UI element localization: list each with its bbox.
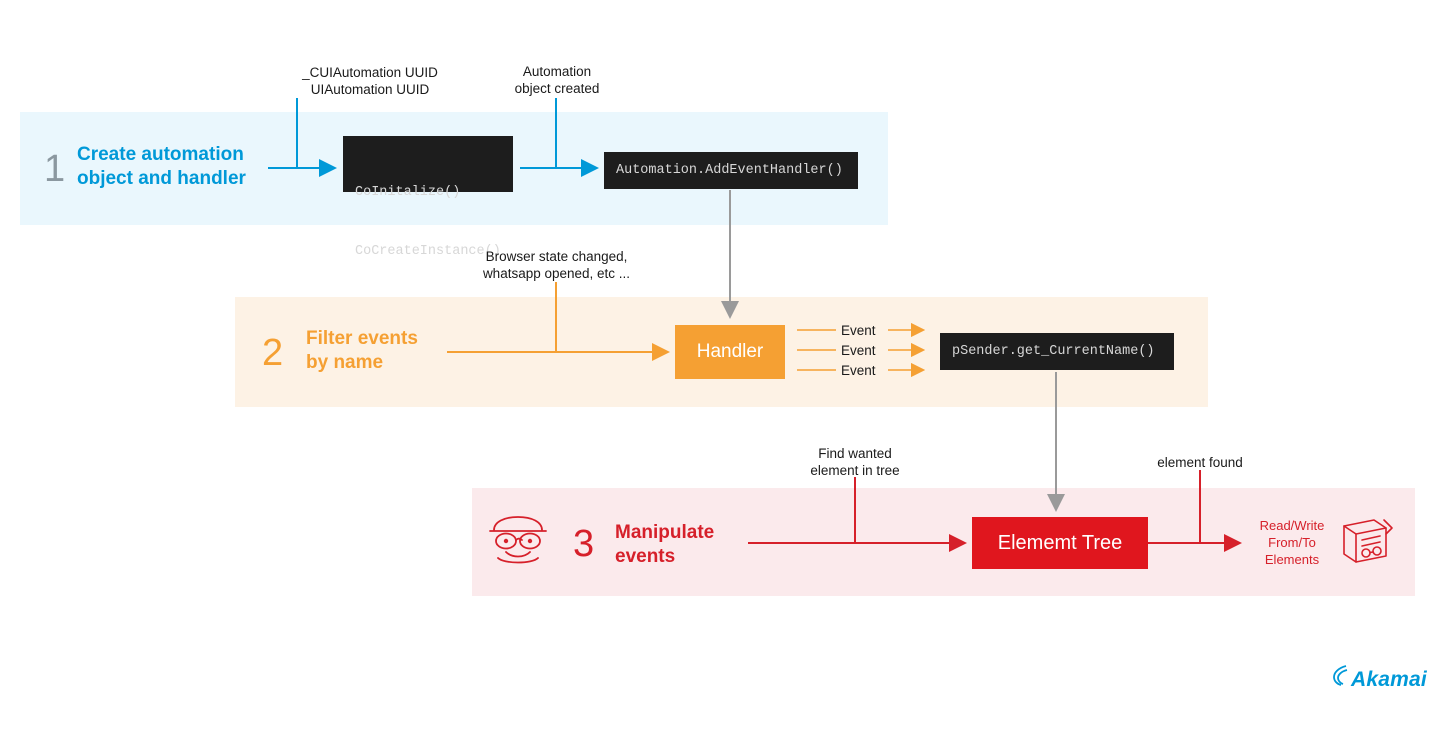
step-3-title-line2: events bbox=[615, 546, 676, 568]
step-1-title-line1: Create automation bbox=[77, 144, 244, 165]
step-2-note-1-line1: Browser state changed, bbox=[485, 249, 628, 264]
element-tree-box bbox=[972, 517, 1148, 569]
step-1-note-1-line2: UIAutomation UUID bbox=[310, 82, 430, 98]
read-write-line2: From/To bbox=[1268, 534, 1316, 550]
step-1-title-line2: object and handler bbox=[77, 168, 246, 190]
akamai-logo bbox=[1332, 664, 1427, 692]
element-tree-label: Elememt Tree bbox=[997, 531, 1123, 554]
step-2-note-1 bbox=[440, 248, 673, 283]
event-label-2: Event bbox=[841, 343, 876, 358]
step-1-number: 1 bbox=[44, 148, 66, 190]
read-write-line3: Elements bbox=[1264, 551, 1320, 567]
step-2-note-1-line2: whatsapp opened, etc ... bbox=[482, 266, 631, 282]
step-3-title-line1: Manipulate bbox=[615, 522, 715, 543]
step-2-code-box-text: pSender.get_CurrentName() bbox=[952, 343, 1155, 359]
step-1-code-box-2 bbox=[604, 152, 858, 189]
step-1-note-1-line1: _CUIAutomation UUID bbox=[302, 65, 438, 80]
step-2-title bbox=[306, 327, 526, 376]
step-3-note-1-line1: Find wanted bbox=[818, 446, 892, 461]
akamai-wave-icon bbox=[1332, 664, 1350, 692]
step-3-note-1-line2: element in tree bbox=[810, 463, 900, 479]
akamai-wordmark: Akamai bbox=[1351, 668, 1427, 691]
handler-box bbox=[675, 325, 785, 379]
event-label-1: Event bbox=[841, 323, 876, 338]
handler-label: Handler bbox=[696, 341, 764, 362]
step-3-note-2-line1: element found bbox=[1157, 455, 1243, 470]
step-1-note-2-line-a: Automation bbox=[522, 64, 592, 79]
event-label-3: Event bbox=[841, 363, 876, 378]
step-2-code-box bbox=[940, 333, 1174, 370]
step-1-code-box-1 bbox=[343, 136, 513, 259]
step-1-code-line2: CoCreateInstance() bbox=[355, 243, 501, 259]
step-3-title bbox=[615, 521, 835, 570]
step-1-code-box-2-text: Automation.AddEventHandler() bbox=[616, 162, 843, 178]
step-2-number: 2 bbox=[262, 332, 284, 374]
step-1-note-2 bbox=[457, 63, 657, 98]
read-write-label bbox=[1246, 518, 1338, 569]
step-2-title-line2: by name bbox=[306, 352, 384, 374]
step-1-note-2-line-b: object created bbox=[514, 81, 600, 97]
read-write-line1: Read/Write bbox=[1259, 518, 1325, 533]
step-3-note-1 bbox=[770, 445, 940, 480]
step-3-note-2 bbox=[1120, 454, 1280, 471]
step-1-title bbox=[77, 143, 317, 192]
step-3-number: 3 bbox=[573, 523, 595, 565]
step-2-title-line1: Filter events bbox=[306, 328, 418, 349]
step-1-code-line1: CoInitalize() bbox=[355, 185, 461, 201]
